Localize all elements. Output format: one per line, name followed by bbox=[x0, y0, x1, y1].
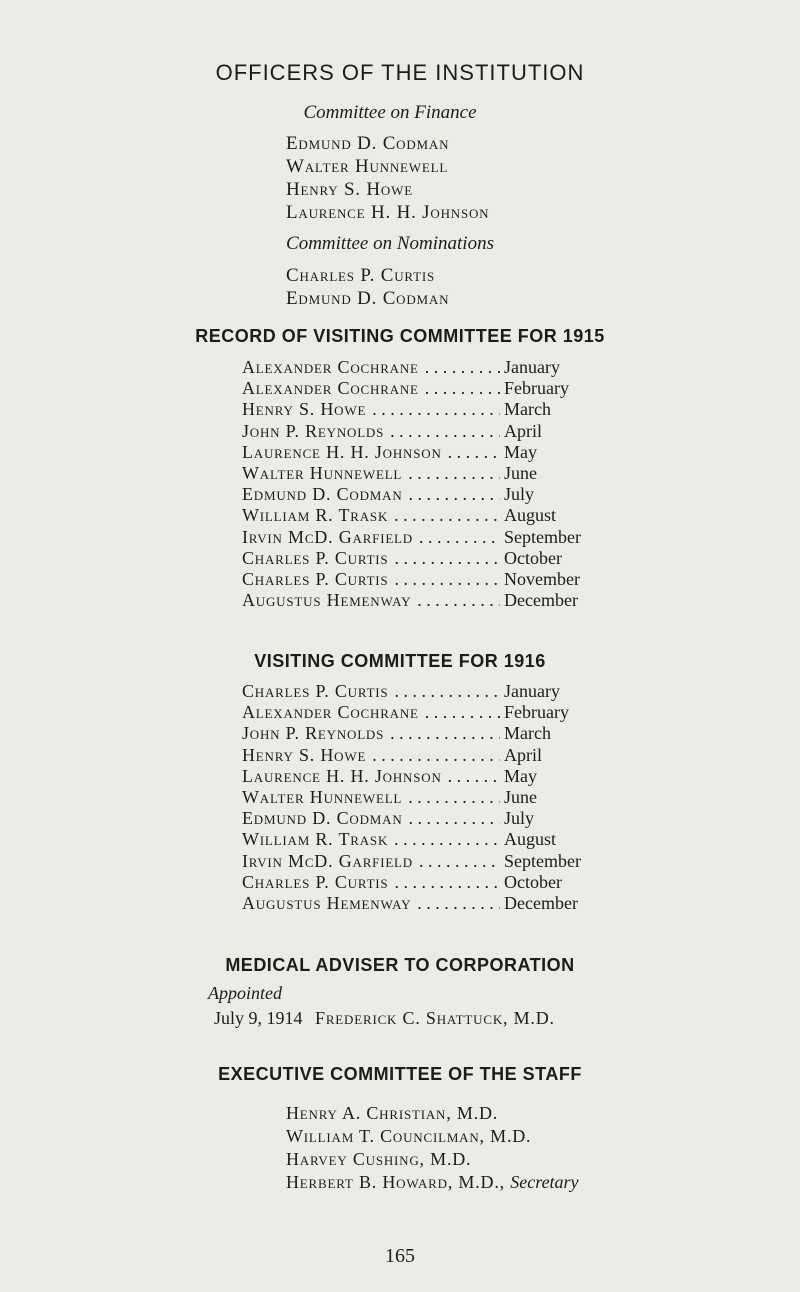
executive-member bbox=[286, 1171, 579, 1194]
month: August bbox=[504, 829, 557, 850]
table-row bbox=[242, 399, 602, 420]
month: December bbox=[504, 590, 578, 611]
table-row bbox=[242, 723, 602, 744]
month: March bbox=[504, 723, 551, 744]
member-name: Augustus Hemenway bbox=[242, 893, 412, 914]
month: July bbox=[504, 808, 535, 829]
table-row bbox=[242, 569, 602, 590]
member-name: John P. Reynolds bbox=[242, 420, 385, 441]
medical-appointment bbox=[214, 1008, 555, 1029]
member-name: Laurence H. H. Johnson bbox=[242, 765, 442, 786]
page-number: 165 bbox=[385, 1245, 415, 1267]
member-name: Augustus Hemenway bbox=[242, 590, 412, 611]
member-name: Henry S. Howe bbox=[242, 744, 367, 765]
member-name: Charles P. Curtis bbox=[242, 681, 389, 701]
member-name: Irvin McD. Garfield bbox=[242, 526, 413, 547]
month: February bbox=[504, 702, 569, 723]
table-row bbox=[242, 829, 602, 850]
executive-members bbox=[286, 1102, 579, 1194]
nominations-member: Edmund D. Codman bbox=[286, 288, 450, 309]
member-name: Laurence H. H. Johnson bbox=[242, 441, 442, 462]
table-row bbox=[242, 872, 602, 893]
table-row bbox=[242, 702, 602, 723]
month: June bbox=[504, 463, 537, 484]
table-row bbox=[242, 851, 602, 872]
month: November bbox=[504, 569, 580, 590]
month: January bbox=[504, 681, 560, 701]
finance-heading: Committee on Finance bbox=[303, 102, 477, 123]
table-row bbox=[242, 766, 602, 787]
executive-member: William T. Councilman, M.D. bbox=[286, 1126, 532, 1146]
member-name: Walter Hunnewell bbox=[242, 787, 403, 808]
month: September bbox=[504, 526, 581, 547]
month: July bbox=[504, 484, 535, 505]
month: January bbox=[504, 357, 560, 377]
table-row bbox=[242, 463, 602, 484]
member-name: Alexander Cochrane bbox=[242, 702, 419, 723]
visiting-1916-table bbox=[242, 681, 602, 914]
table-row bbox=[242, 421, 602, 442]
visiting-1915-heading: RECORD OF VISITING COMMITTEE FOR 1915 bbox=[195, 326, 605, 346]
table-row bbox=[242, 378, 602, 399]
member-name: Edmund D. Codman bbox=[242, 808, 403, 829]
table-row bbox=[242, 505, 602, 526]
member-name: Charles P. Curtis bbox=[242, 871, 389, 892]
appointment-date: July 9, 1914 bbox=[214, 1008, 303, 1028]
nominations-heading: Committee on Nominations bbox=[286, 233, 494, 254]
finance-member: Henry S. Howe bbox=[286, 179, 413, 200]
medical-adviser-name: Frederick C. Shattuck, M.D. bbox=[315, 1008, 555, 1028]
month: February bbox=[504, 378, 569, 399]
nominations-member: Charles P. Curtis bbox=[286, 265, 435, 286]
member-name: William R. Trask bbox=[242, 829, 389, 850]
month: May bbox=[504, 765, 537, 786]
executive-member: Harvey Cushing, M.D. bbox=[286, 1149, 472, 1169]
member-name: John P. Reynolds bbox=[242, 723, 385, 744]
visiting-1915-table bbox=[242, 357, 602, 611]
table-row bbox=[242, 808, 602, 829]
member-name: Irvin McD. Garfield bbox=[242, 850, 413, 871]
member-name: Henry S. Howe bbox=[242, 399, 367, 420]
visiting-1916-heading: VISITING COMMITTEE FOR 1916 bbox=[254, 651, 546, 671]
month: October bbox=[504, 871, 562, 892]
appointed-label: Appointed bbox=[208, 983, 282, 1003]
month: December bbox=[504, 893, 578, 914]
member-name: Edmund D. Codman bbox=[242, 484, 403, 505]
month: April bbox=[504, 420, 542, 441]
member-name: William R. Trask bbox=[242, 505, 389, 526]
month: September bbox=[504, 850, 581, 871]
month: May bbox=[504, 441, 537, 462]
month: June bbox=[504, 787, 537, 808]
table-row bbox=[242, 893, 602, 914]
member-name: Alexander Cochrane bbox=[242, 357, 419, 377]
table-row bbox=[242, 484, 602, 505]
finance-member: Laurence H. H. Johnson bbox=[286, 202, 490, 223]
member-name: Charles P. Curtis bbox=[242, 569, 389, 590]
page-title: OFFICERS OF THE INSTITUTION bbox=[215, 60, 585, 85]
table-row bbox=[242, 442, 602, 463]
month: October bbox=[504, 547, 562, 568]
executive-heading: EXECUTIVE COMMITTEE OF THE STAFF bbox=[218, 1064, 582, 1084]
table-row bbox=[242, 548, 602, 569]
month: April bbox=[504, 744, 542, 765]
member-name: Alexander Cochrane bbox=[242, 378, 419, 399]
table-row bbox=[242, 787, 602, 808]
medical-heading: MEDICAL ADVISER TO CORPORATION bbox=[225, 955, 575, 975]
finance-member: Walter Hunnewell bbox=[286, 156, 449, 177]
executive-member: Henry A. Christian, M.D. bbox=[286, 1103, 499, 1123]
member-name: Walter Hunnewell bbox=[242, 463, 403, 484]
month: August bbox=[504, 505, 557, 526]
table-row bbox=[242, 745, 602, 766]
table-row bbox=[242, 590, 602, 611]
table-row bbox=[242, 357, 602, 378]
table-row bbox=[242, 527, 602, 548]
secretary-name: Herbert B. Howard, M.D., bbox=[286, 1172, 505, 1192]
nominations-members bbox=[286, 264, 449, 310]
secretary-role: Secretary bbox=[510, 1172, 579, 1192]
month: March bbox=[504, 399, 551, 420]
table-row bbox=[242, 681, 602, 702]
finance-members bbox=[286, 132, 489, 224]
member-name: Charles P. Curtis bbox=[242, 547, 389, 568]
finance-member: Edmund D. Codman bbox=[286, 133, 450, 154]
